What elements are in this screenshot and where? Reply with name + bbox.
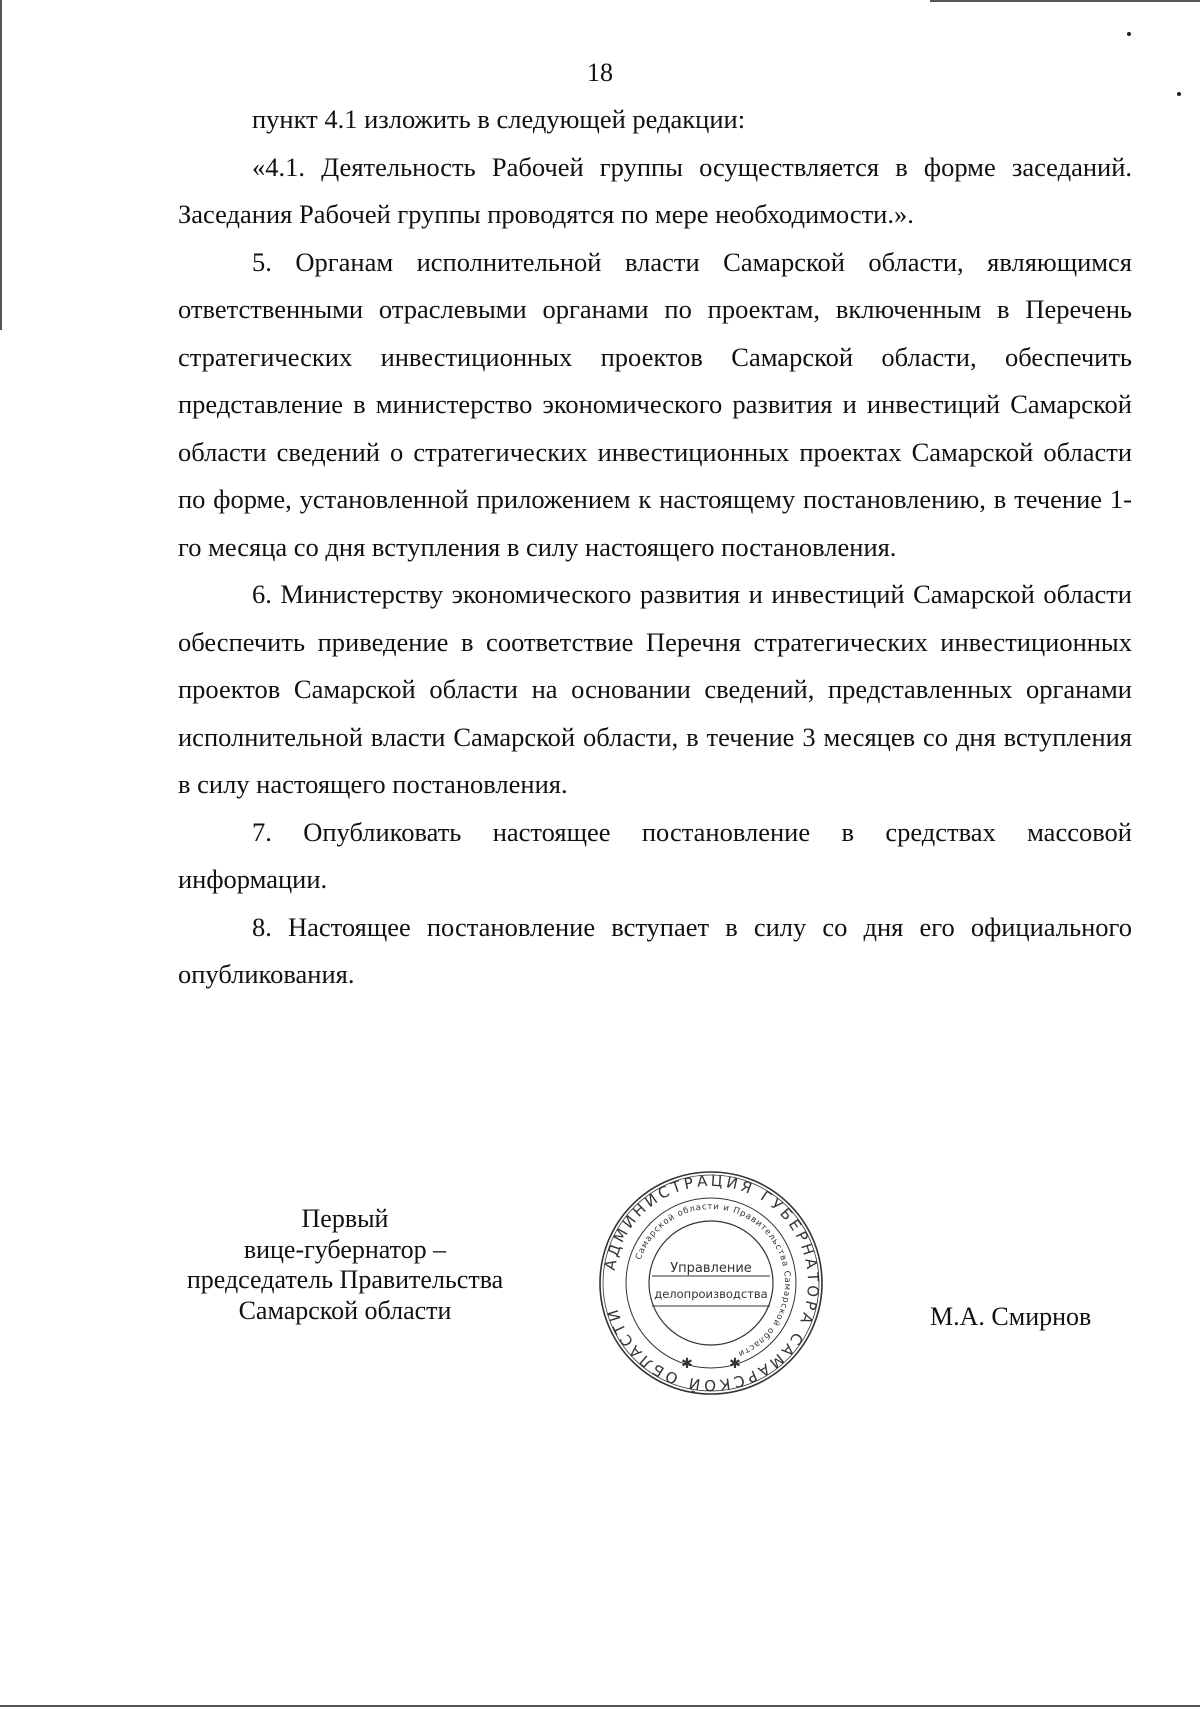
seal-center-line-1: Управление	[670, 1261, 752, 1276]
page-number: 18	[587, 58, 613, 87]
paragraph-6: 6. Министерству экономического развития и инвестиций Самарской области обеспечить приведение в соответствие Перечня стратегических инвестиционных проектов Самарской области на основании сведений, представленных органами исполнительной власти Самарской области, в течение 3 месяцев со дня вступления в силу настоящего постановления.	[178, 579, 1132, 799]
scan-edge-top-right	[930, 0, 1200, 2]
seal-inner-ring	[649, 1221, 773, 1345]
paragraph-4-1: «4.1. Деятельность Рабочей группы осуществляется в форме заседаний. Заседания Рабочей группы проводятся по мере необходимости.».	[178, 151, 1132, 229]
signer-title	[160, 1204, 530, 1326]
scan-speck	[1177, 92, 1181, 96]
official-seal	[596, 1168, 826, 1398]
paragraph-8: 8. Настоящее постановление вступает в силу со дня его официального опубликования.	[178, 911, 1132, 989]
signer-title-line: вице-губернатор –	[243, 1234, 447, 1264]
seal-middle-ring	[626, 1198, 796, 1368]
scan-speck	[1127, 32, 1131, 36]
signer-title-line: Первый	[301, 1204, 389, 1233]
signer-title-line: Самарской области	[238, 1295, 452, 1325]
seal-star-icon: ✱	[681, 1357, 693, 1372]
signer-name: М.А. Смирнов	[930, 1302, 1092, 1331]
signer-title-line: председатель Правительства	[186, 1265, 504, 1294]
paragraph-5: 5. Органам исполнительной власти Самарской области, являющимся ответственными отраслевыми органами по проектам, включенным в Перечень стратегических инвестиционных проектов Самарской области, обеспечить представление в министерство экономического развития и инвестиций Самарской области сведений о стратегических инвестиционных проектах Самарской области по форме, установленной приложением к настоящему постановлению, в течение 1-го месяца со дня вступления в силу настоящего постановления.	[178, 246, 1132, 562]
scan-edge-bottom	[0, 1705, 1200, 1707]
scan-edge-left	[0, 0, 2, 330]
seal-center-line-2: делопроизводства	[654, 1287, 768, 1301]
paragraph-7: 7. Опубликовать настоящее постановление в средствах массовой информации.	[178, 816, 1132, 894]
seal-star-icon: ✱	[729, 1357, 741, 1372]
seal-inner-text: Самарской области и Правительства Самарской области	[633, 1201, 793, 1359]
seal-outer-text: АДМИНИСТРАЦИЯ ГУБЕРНАТОРА САМАРСКОЙ ОБЛАСТИ	[600, 1171, 823, 1395]
paragraph-amendment-intro: пункт 4.1 изложить в следующей редакции:	[252, 104, 746, 134]
document-body	[178, 96, 1132, 999]
